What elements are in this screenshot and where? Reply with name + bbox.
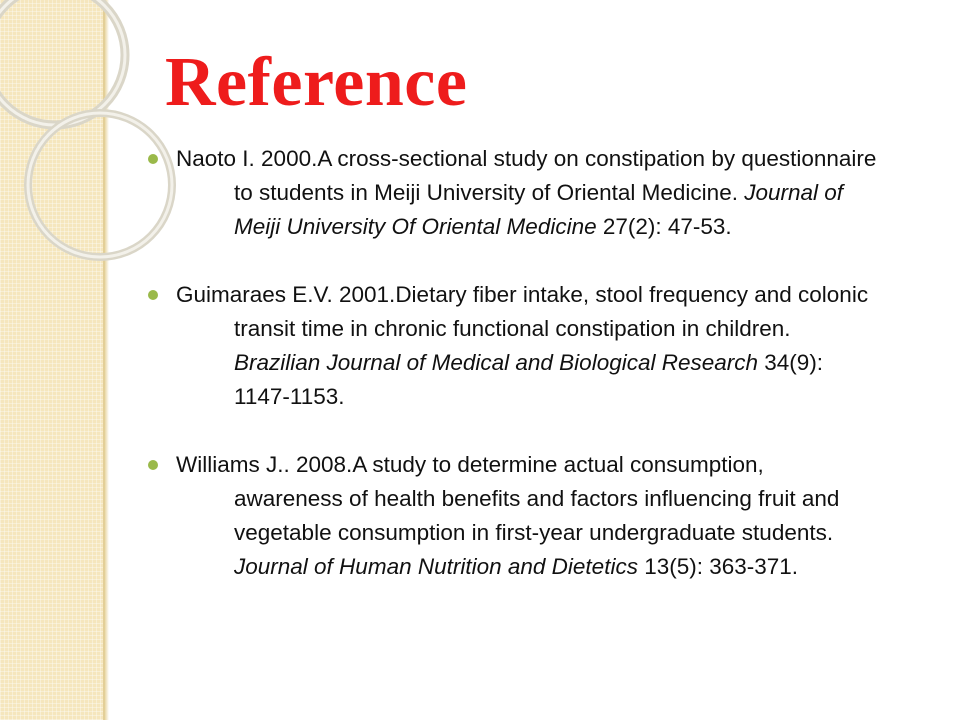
reference-journal: Journal of Human Nutrition and Dietetics bbox=[234, 554, 638, 579]
outer-ring bbox=[0, 0, 125, 125]
reference-item bbox=[148, 142, 878, 244]
reference-body bbox=[176, 312, 878, 414]
reference-citation: 13(5): 363-371. bbox=[637, 554, 799, 579]
reference-citation: 27(2): 47-53. bbox=[596, 214, 732, 239]
reference-author-year: Naoto I. 2000. bbox=[176, 146, 318, 171]
bullet-icon bbox=[148, 154, 158, 164]
reference-title-start: Dietary fiber intake, stool frequency and colonic bbox=[395, 282, 869, 307]
reference-journal: Journal of Meiji University Of Oriental Medicine bbox=[234, 180, 844, 239]
reference-author-year: Guimaraes E.V. 2001. bbox=[176, 282, 396, 307]
bullet-icon bbox=[148, 290, 158, 300]
reference-title: awareness of health benefits and factors influencing fruit and vegetable consumption in first-year undergraduate students. bbox=[234, 486, 840, 545]
reference-list bbox=[148, 142, 878, 618]
reference-body bbox=[176, 176, 878, 244]
reference-item bbox=[148, 448, 878, 584]
reference-body bbox=[176, 482, 878, 584]
reference-title-start: A study to determine actual consumption, bbox=[352, 452, 764, 477]
reference-citation: 34(9): 1147-1153. bbox=[234, 350, 824, 409]
reference-title-start: A cross-sectional study on constipation by questionnaire bbox=[317, 146, 877, 171]
reference-journal: Brazilian Journal of Medical and Biological Research bbox=[234, 350, 759, 375]
slide-title: Reference bbox=[165, 44, 468, 121]
reference-title: transit time in chronic functional constipation in children. bbox=[234, 316, 791, 341]
bullet-icon bbox=[148, 460, 158, 470]
reference-title: to students in Meiji University of Oriental Medicine. bbox=[234, 180, 745, 205]
reference-author-year: Williams J.. 2008. bbox=[176, 452, 353, 477]
reference-item bbox=[148, 278, 878, 414]
